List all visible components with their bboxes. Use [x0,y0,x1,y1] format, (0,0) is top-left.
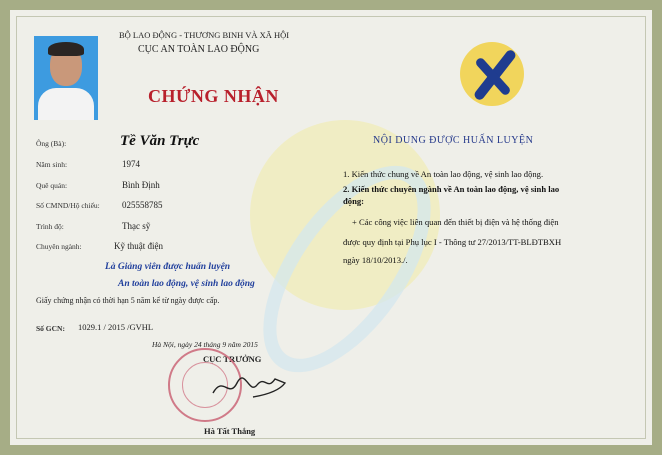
content-sub-1: + Các công việc liên quan đến thiết bị điện và hệ thống điện [352,217,559,227]
signer-name: Hà Tất Thắng [204,426,256,436]
certificate-title: CHỨNG NHẬN [148,86,279,106]
ministry-name: BỘ LAO ĐỘNG - THƯƠNG BINH VÀ XÃ HỘI [119,30,290,40]
content-sub-2: được quy định tại Phụ lục I - Thông tư 27/2013/TT-BLĐTBXH [343,237,562,247]
name-label: Ông (Bà): [36,139,67,148]
education-label: Trình độ: [36,222,64,231]
statement-line1: Là Giảng viên được huấn luyện [105,262,231,272]
content-item-2a: 2. Kiến thức chuyên ngành về An toàn lao động, vệ sinh lao [343,184,560,194]
cert-number-value: 1029.1 / 2015 /GVHL [78,322,154,332]
department-name: CỤC AN TOÀN LAO ĐỘNG [138,44,260,55]
signature-mark [205,365,295,405]
id-value: 025558785 [122,200,163,210]
dob-label: Năm sinh: [36,160,68,169]
cert-number-label: Số GCN: [36,324,65,333]
specialty-label: Chuyên ngành: [36,242,82,251]
validity-text: Giấy chứng nhận có thời hạn 5 năm kể từ ngày được cấp. [36,296,220,305]
hometown-label: Quê quán: [36,181,68,190]
name-value: Tề Văn Trực [120,133,200,149]
content-item-2b: động: [343,196,365,206]
content-sub-3: ngày 18/10/2013./. [343,255,408,265]
training-content-heading: NỘI DUNG ĐƯỢC HUẤN LUYỆN [373,135,534,146]
content-item-1: 1. Kiến thức chung về An toàn lao động, vệ sinh lao động. [343,169,544,179]
signer-position: CỤC TRƯỞNG [203,354,262,364]
portrait-photo [34,36,98,120]
hometown-value: Bình Định [122,180,160,190]
id-label: Số CMND/Hộ chiếu: [36,201,100,210]
specialty-value: Kỹ thuật điện [114,241,163,251]
education-value: Thạc sỹ [122,221,151,231]
dob-value: 1974 [122,159,140,169]
statement-line2: An toàn lao động, vệ sinh lao động [118,279,255,289]
issue-date-place: Hà Nội, ngày 24 tháng 9 năm 2015 [152,340,258,349]
